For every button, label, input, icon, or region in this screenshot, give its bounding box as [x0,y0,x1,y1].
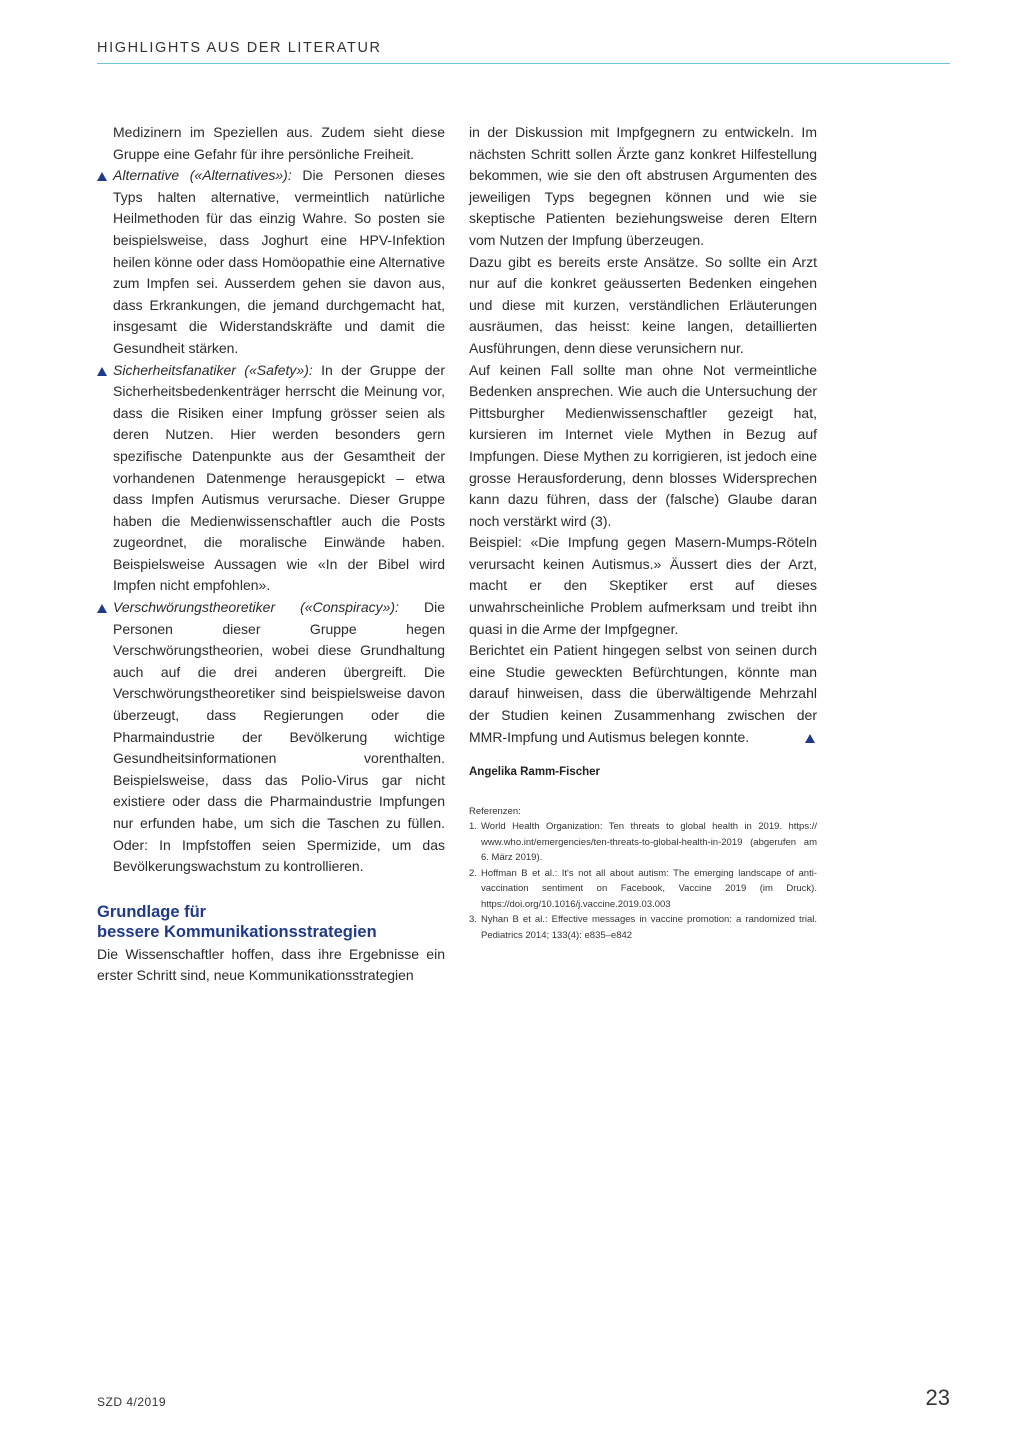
triangle-bullet-icon [97,172,107,181]
references [469,804,817,944]
paragraph-text: Berichtet ein Patient hingegen selbst von seinen durch eine Studie geweckten Befürchtungen, könnte man darauf hinweisen, dass die überwältigende Mehrzahl der Studien keinen Zusammenhang zwischen der MMR-Impfung und Autismus belegen konnte. [469,642,817,745]
references-label: Referenzen: [469,805,521,817]
bullet-text: In der Gruppe der Sicherheitsbedenkenträger herrscht die Meinung vor, dass die Risiken einer Impfung grösser seien als deren Nutzen. Hier werden besonders gern spezifische Datenpunkte aus der Gesamtheit der vorhandenen Datenmenge herausgepickt – etwa dass Impfen Autismus verursache. Dieser Gruppe haben die Medienwissenschaftler auch die Posts zugeordnet, die moralische Einwände haben. Beispielsweise Aussagen wie «In der Bibel wird Impfen nicht empfohlen». [113,361,445,594]
paragraph: Beispiel: «Die Impfung gegen Masern-Mumps-Röteln verursacht keinen Autismus.» Äussert dies der Arzt, macht er den Skeptiker erst auf dieses unwahrscheinliche Problem aufmerksam und treibt ihn quasi in die Arme der Impfgegner. [469,534,817,637]
running-header: HIGHLIGHTS AUS DER LITERATUR [97,40,382,56]
paragraph: Medizinern im Speziellen aus. Zudem sieht diese Gruppe eine Gefahr für ihre persönliche Freiheit. [113,124,445,162]
reference-item [469,819,817,866]
paragraph: Dazu gibt es bereits erste Ansätze. So sollte ein Arzt nur auf die konkret geäusserten Bedenken eingehen und diese mit kurzen, verständlichen Erläuterungen ausräumen, das heisst: keine langen, detaillierten Ausführungen, denn diese verunsichern nur. [469,253,817,356]
header-rule [97,63,950,64]
section-heading [97,902,445,942]
page-number: 23 [925,1385,950,1410]
section-heading-line1: Grundlage für [97,902,207,921]
issue-label: SZD 4/2019 [97,1395,167,1409]
bullet-item-safety [97,360,445,598]
bullet-term: Alternative («Alternatives»): [113,167,292,184]
reference-text: Hoffman B et al.: It's not all about autism: The emerging landscape of anti-vaccination sentiment on Facebook, Vaccine 2019 (im Druck). https://doi.org/10.1016/j.vaccine.2019.03.003 [481,867,817,910]
bullet-item-conspiracy [97,597,445,878]
references-list [469,819,817,943]
left-column [97,122,445,987]
paragraph: Auf keinen Fall sollte man ohne Not vermeintliche Bedenken ansprechen. Wie auch die Untersuchung der Pittsburgher Medienwissenschaftler gezeigt hat, kursieren im Internet viele Mythen in Bezug auf Impfungen. Diese Mythen zu korrigieren, ist jedoch eine grosse Herausforderung, denn blosses Widersprechen kann dazu führen, dass der (falsche) Glaube daran noch verstärkt wird (3). [469,361,817,529]
section-heading-line2: bessere Kommunikationsstrategien [97,922,377,941]
paragraph-last [469,640,817,748]
paragraph: in der Diskussion mit Impfgegnern zu entwickeln. Im nächsten Schritt sollen Ärzte ganz konkret Hilfestellung bekommen, wie sie den oft abstrusen Argumenten des jeweiligen Typs begegnen können und wie sie skeptische Patienten beziehungsweise deren Eltern vom Nutzen der Impfung überzeugen. [469,124,817,248]
triangle-bullet-icon [97,367,107,376]
author-name: Angelika Ramm-Fischer [469,766,601,779]
reference-number: 3. [469,914,477,926]
bullet-text: Die Personen dieses Typs halten alternative, vermeintlich natürliche Heilmethoden für das einzig Wahre. So posten sie beispielsweise, dass Joghurt eine HPV-Infektion heilen könne oder dass Homöopathie eine Alternative zum Impfen sei. Ausserdem gehen sie davon aus, dass Erkrankungen, die jemand durchgemacht hat, insgesamt die Widerstandskräfte und damit die Gesundheit stärken. [113,167,445,356]
right-column [469,122,817,943]
triangle-bullet-icon [97,604,107,613]
reference-text: Nyhan B et al.: Effective messages in vaccine promotion: a randomized trial. Pediatrics 2014; 133(4): e835–e842 [481,914,817,941]
reference-number: 2. [469,867,477,879]
bullet-term: Verschwörungstheoretiker («Conspiracy»): [113,599,399,616]
reference-item [469,866,817,913]
reference-item [469,912,817,943]
reference-text: World Health Organization: Ten threats to global health in 2019. https:// www.who.int/emergencies/ten-threats-to-global-health-in-2019 (abgerufen am 6. März 2019). [481,821,817,864]
paragraph: Die Wissenschaftler hoffen, dass ihre Ergebnisse ein erster Schritt sind, neue Kommunikationsstrategien [97,945,445,984]
end-of-article-triangle-icon [805,734,815,743]
reference-number: 1. [469,821,477,833]
bullet-item-alternative [97,165,445,359]
bullet-term: Sicherheitsfanatiker («Safety»): [113,361,313,378]
bullet-text: Die Personen dieser Gruppe hegen Verschwörungstheorien, wobei diese Grundhaltung auch auf die drei anderen übergreift. Die Verschwörungstheoretiker sind beispielsweise davon überzeugt, dass Regierungen oder die Pharmaindustrie der Bevölkerung wichtige Gesundheitsinformationen vorenthalten. Beispielsweise, dass das Polio-Virus gar nicht existiere oder dass die Pharmaindustrie Impfungen nur erfunden habe, um sich die Taschen zu füllen. Oder: In Impfstoffen seien Spermizide, um das Bevölkerungswachstum zu kontrollieren. [113,599,445,875]
